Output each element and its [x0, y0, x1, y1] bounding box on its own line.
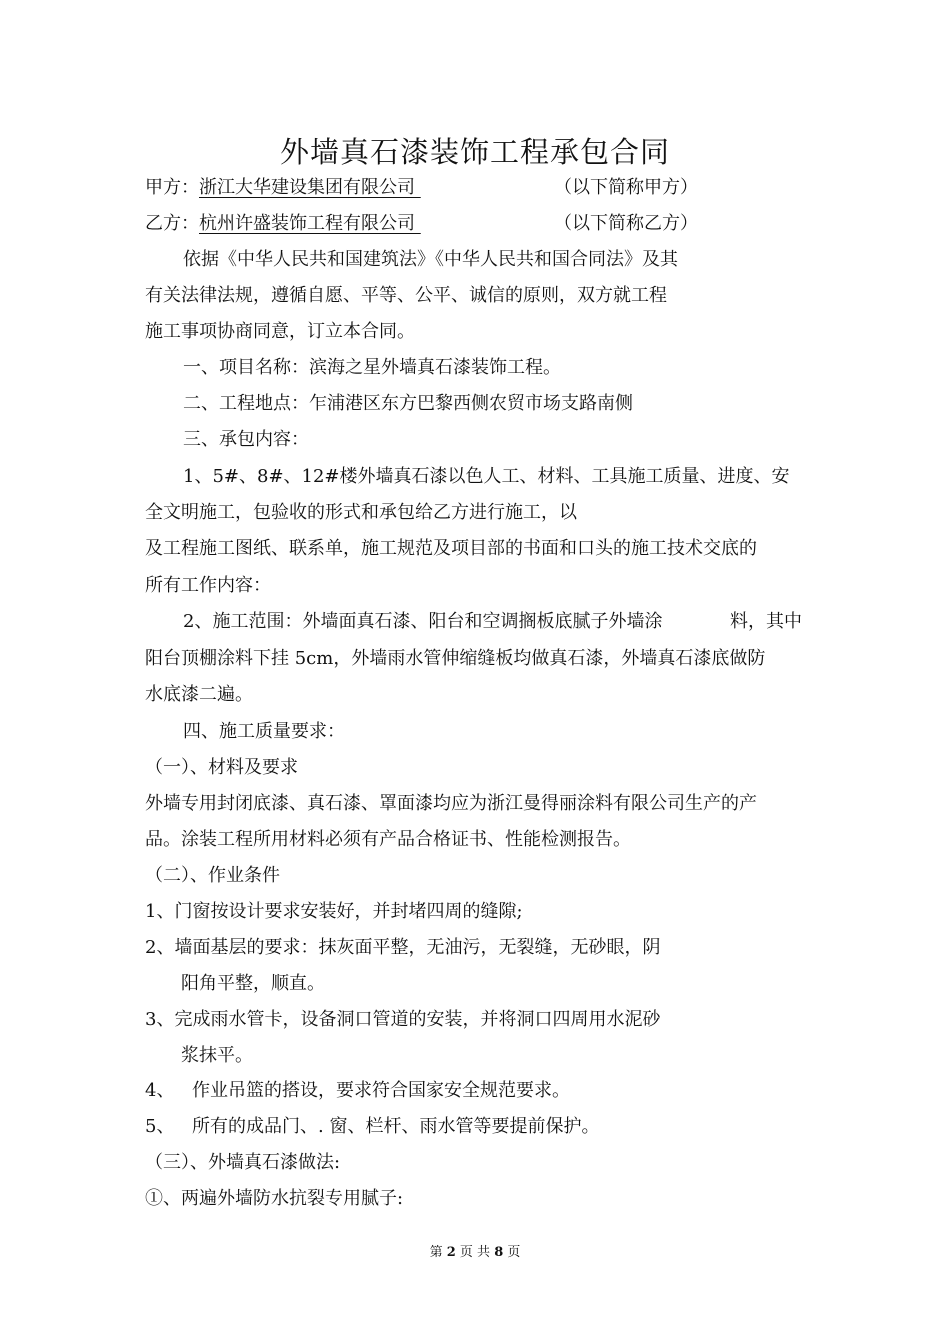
scope-item-1-line-4: 所有工作内容：: [145, 575, 271, 596]
party-a-line: [145, 176, 455, 200]
preamble-line-3: 施工事项协商同意，订立本合同。: [145, 321, 415, 342]
section-project-name: 一、项目名称：滨海之星外墙真石漆装饰工程。: [183, 357, 561, 378]
party-a-label: 甲方：: [145, 177, 199, 198]
subsection-method-heading: （三）、外墙真石漆做法:: [145, 1152, 341, 1173]
party-b-label: 乙方：: [145, 213, 199, 234]
scope-item-1-line-2: 全文明施工，包验收的形式和承包给乙方进行施工，以: [145, 502, 577, 523]
footer-page-number: 2: [446, 1245, 456, 1260]
party-b-blank: [415, 212, 463, 236]
page-footer: [0, 1245, 950, 1261]
subsection-materials-heading: （一）、材料及要求: [145, 757, 298, 778]
condition-item-3-line-2: 浆抹平。: [181, 1045, 253, 1066]
condition-item-4-number: 4、: [145, 1080, 175, 1101]
scope-item-2-line-1b: 料，其中: [730, 611, 802, 632]
section-project-location: 二、工程地点：乍浦港区东方巴黎西侧农贸市场支路南侧: [183, 393, 633, 414]
condition-item-1: 1、门窗按设计要求安装好，并封堵四周的缝隙;: [145, 901, 523, 922]
footer-suffix: 页: [507, 1245, 521, 1260]
party-a-name: 浙江大华建设集团有限公司: [199, 177, 415, 198]
party-a-note: （以下简称甲方）: [554, 177, 698, 198]
section-quality-heading: 四、施工质量要求：: [183, 721, 345, 742]
document-title: 外墙真石漆装饰工程承包合同: [279, 135, 670, 169]
condition-item-5-text: 所有的成品门、. 窗、栏杆、雨水管等要提前保护。: [192, 1116, 600, 1137]
preamble-line-1: 依据《中华人民共和国建筑法》《中华人民共和国合同法》及其: [183, 249, 678, 270]
party-b-note: （以下简称乙方）: [554, 213, 698, 234]
scope-item-2-line-3: 水底漆二遍。: [145, 684, 253, 705]
footer-prefix: 第: [429, 1245, 443, 1260]
scope-item-1-line-3: 及工程施工图纸、联系单，施工规范及项目部的书面和口头的施工技术交底的: [145, 538, 757, 559]
materials-line-2: 品。涂装工程所用材料必须有产品合格证书、性能检测报告。: [145, 829, 631, 850]
condition-item-2-line-2: 阳角平整，顺直。: [181, 973, 325, 994]
party-b-name: 杭州许盛装饰工程有限公司: [199, 213, 415, 234]
scope-item-2-line-2: 阳台顶棚涂料下挂 5cm，外墙雨水管伸缩缝板均做真石漆，外墙真石漆底做防: [145, 648, 766, 669]
party-b-line: [145, 212, 463, 236]
materials-line-1: 外墙专用封闭底漆、真石漆、罩面漆均应为浙江曼得丽涂料有限公司生产的产: [145, 793, 757, 814]
footer-total-pages: 8: [494, 1245, 504, 1260]
condition-item-4-text: 作业吊篮的搭设，要求符合国家安全规范要求。: [192, 1080, 570, 1101]
condition-item-5-number: 5、: [145, 1116, 175, 1137]
scope-item-1-line-1: 1、5#、8#、12#楼外墙真石漆以色人工、材料、工具施工质量、进度、安: [183, 466, 790, 487]
subsection-conditions-heading: （二）、作业条件: [145, 865, 280, 886]
condition-item-3-line-1: 3、完成雨水管卡，设备洞口管道的安装，并将洞口四周用水泥砂: [145, 1009, 661, 1030]
preamble-line-2: 有关法律法规，遵循自愿、平等、公平、诚信的原则，双方就工程: [145, 285, 667, 306]
party-a-blank: [415, 176, 455, 200]
section-scope-heading: 三、承包内容：: [183, 429, 309, 450]
footer-middle: 页 共: [459, 1245, 491, 1260]
condition-item-2-line-1: 2、墙面基层的要求：抹灰面平整，无油污，无裂缝，无砂眼，阴: [145, 937, 661, 958]
method-item-1: ①、两遍外墙防水抗裂专用腻子:: [145, 1188, 404, 1209]
scope-item-2-line-1a: 2、施工范围：外墙面真石漆、阳台和空调搁板底腻子外墙涂: [183, 611, 663, 632]
